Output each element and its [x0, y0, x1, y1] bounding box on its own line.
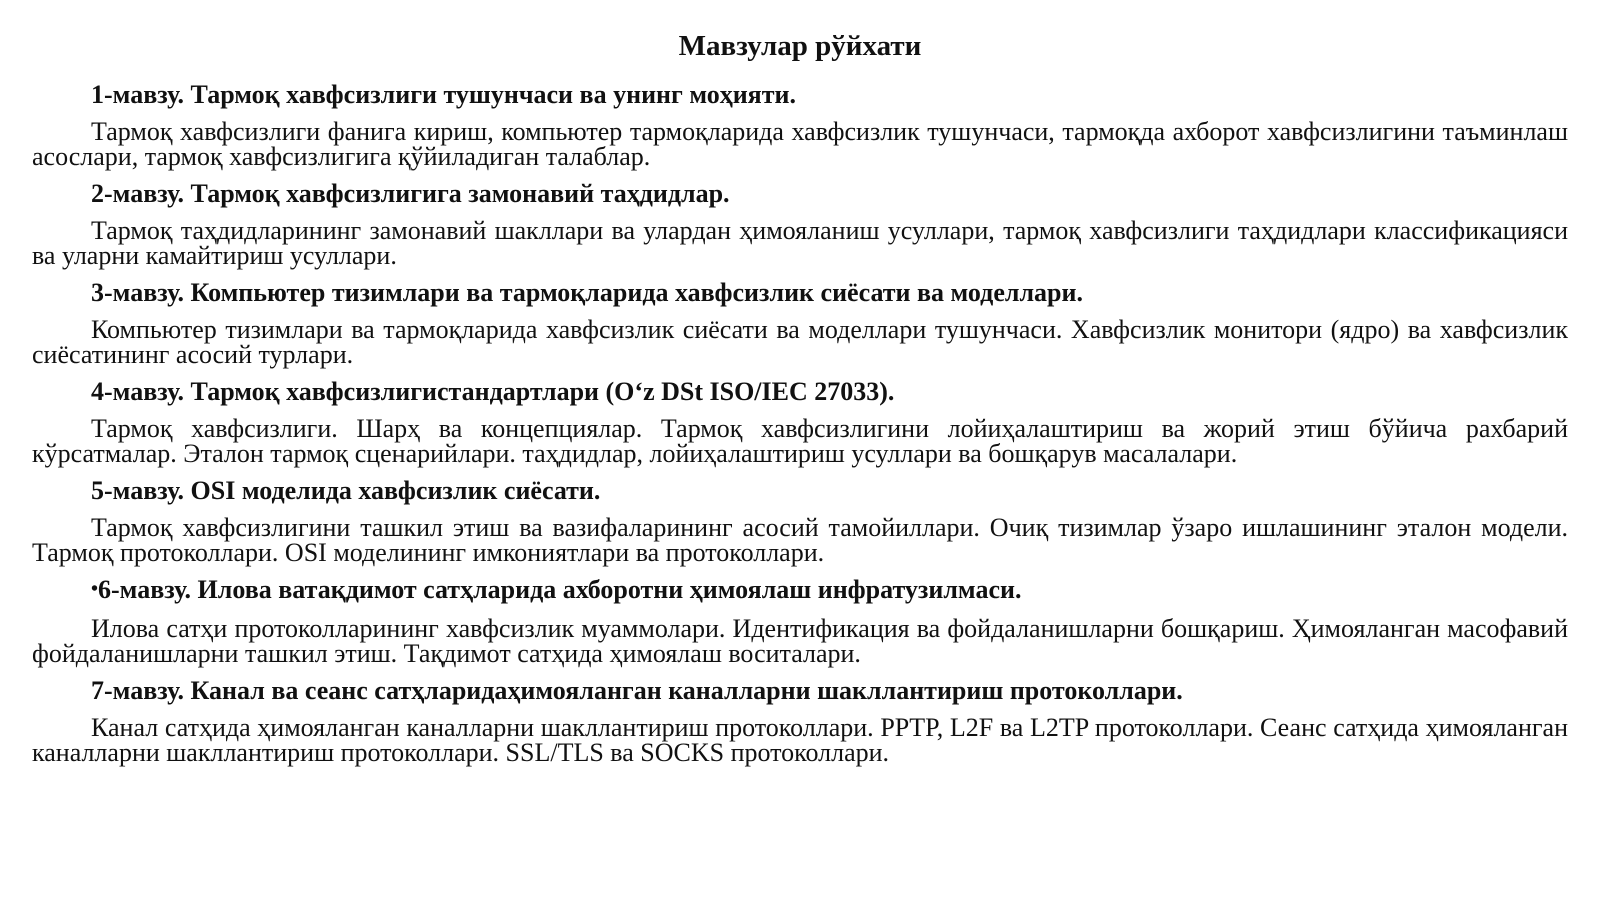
topic-heading: 4-мавзу. Тармоқ хавфсизлигистандартлари (O‘z DSt ISO/IEC 27033).: [91, 377, 895, 406]
topic-1: [32, 80, 1568, 169]
topic-description: Илова сатҳи протоколларининг хавфсизлик муаммолари. Идентификация ва фойдаланишларни бошқариш. Ҳимояланган масофавий фойдаланишларни ташкил этиш. Тақдимот сатҳида ҳимоялаш воситалари.: [32, 614, 1568, 668]
topic-description: Тармоқ хавфсизлигини ташкил этиш ва вазифаларининг асосий тамойиллари. Очиқ тизимлар ўзаро ишлашининг эталон модели. Тармоқ протоколлари. OSI моделининг имкониятлари ва протоколлари.: [32, 513, 1568, 567]
page-title: Мавзулар рўйхати: [678, 30, 922, 62]
topic-6: [32, 575, 1568, 666]
topic-heading: 6-мавзу. Илова ватақдимот сатҳларида ахборотни ҳимоялаш инфратузилмаси.: [98, 575, 1022, 604]
topic-description: Тармоқ хавфсизлиги. Шарҳ ва концепциялар. Тармоқ хавфсизлигини лойиҳалаштириш ва жорий этиш бўйича рахбарий кўрсатмалар. Эталон тармоқ сценарийлари. таҳдидлар, лойиҳалаштириш усуллари ва бошқарув масалалари.: [32, 414, 1568, 468]
topic-heading: 3-мавзу. Компьютер тизимлари ва тармоқларида хавфсизлик сиёсати ва моделлари.: [91, 278, 1083, 307]
topic-heading-row: [32, 575, 1568, 607]
topic-5: [32, 476, 1568, 565]
bullet-icon: •: [91, 578, 99, 600]
topic-7: [32, 676, 1568, 765]
topic-4: [32, 377, 1568, 466]
topic-heading: 2-мавзу. Тармоқ хавфсизлигига замонавий таҳдидлар.: [91, 179, 730, 208]
topic-heading: 1-мавзу. Тармоқ хавфсизлиги тушунчаси ва унинг моҳияти.: [91, 80, 796, 109]
topic-2: [32, 179, 1568, 268]
topic-3: [32, 278, 1568, 367]
topic-heading: 5-мавзу. OSI моделида хавфсизлик сиёсати.: [91, 476, 601, 505]
topic-description: Канал сатҳида ҳимояланган каналларни шакллантириш протоколлари. PPTP, L2F ва L2TP протоколлари. Сеанс сатҳида ҳимояланган каналларни шакллантириш протоколлари. SSL/TLS ва SOCKS протоколлари.: [32, 713, 1568, 767]
topic-description: Тармоқ таҳдидларининг замонавий шакллари ва улардан ҳимояланиш усуллари, тармоқ хавфсизлиги таҳдидлари классификацияси ва уларни камайтириш усуллари.: [32, 216, 1568, 270]
topic-description: Компьютер тизимлари ва тармоқларида хавфсизлик сиёсати ва моделлари тушунчаси. Хавфсизлик монитори (ядро) ва хавфсизлик сиёсатининг асосий турлари.: [32, 315, 1568, 369]
topic-heading: 7-мавзу. Канал ва сеанс сатҳларидаҳимояланган каналларни шакллантириш протоколлари.: [91, 676, 1183, 705]
topic-description: Тармоқ хавфсизлиги фанига кириш, компьютер тармоқларида хавфсизлик тушунчаси, тармоқда ахборот хавфсизлигини таъминлаш асослари, тармоқ хавфсизлигига қўйиладиган талаблар.: [32, 117, 1568, 171]
